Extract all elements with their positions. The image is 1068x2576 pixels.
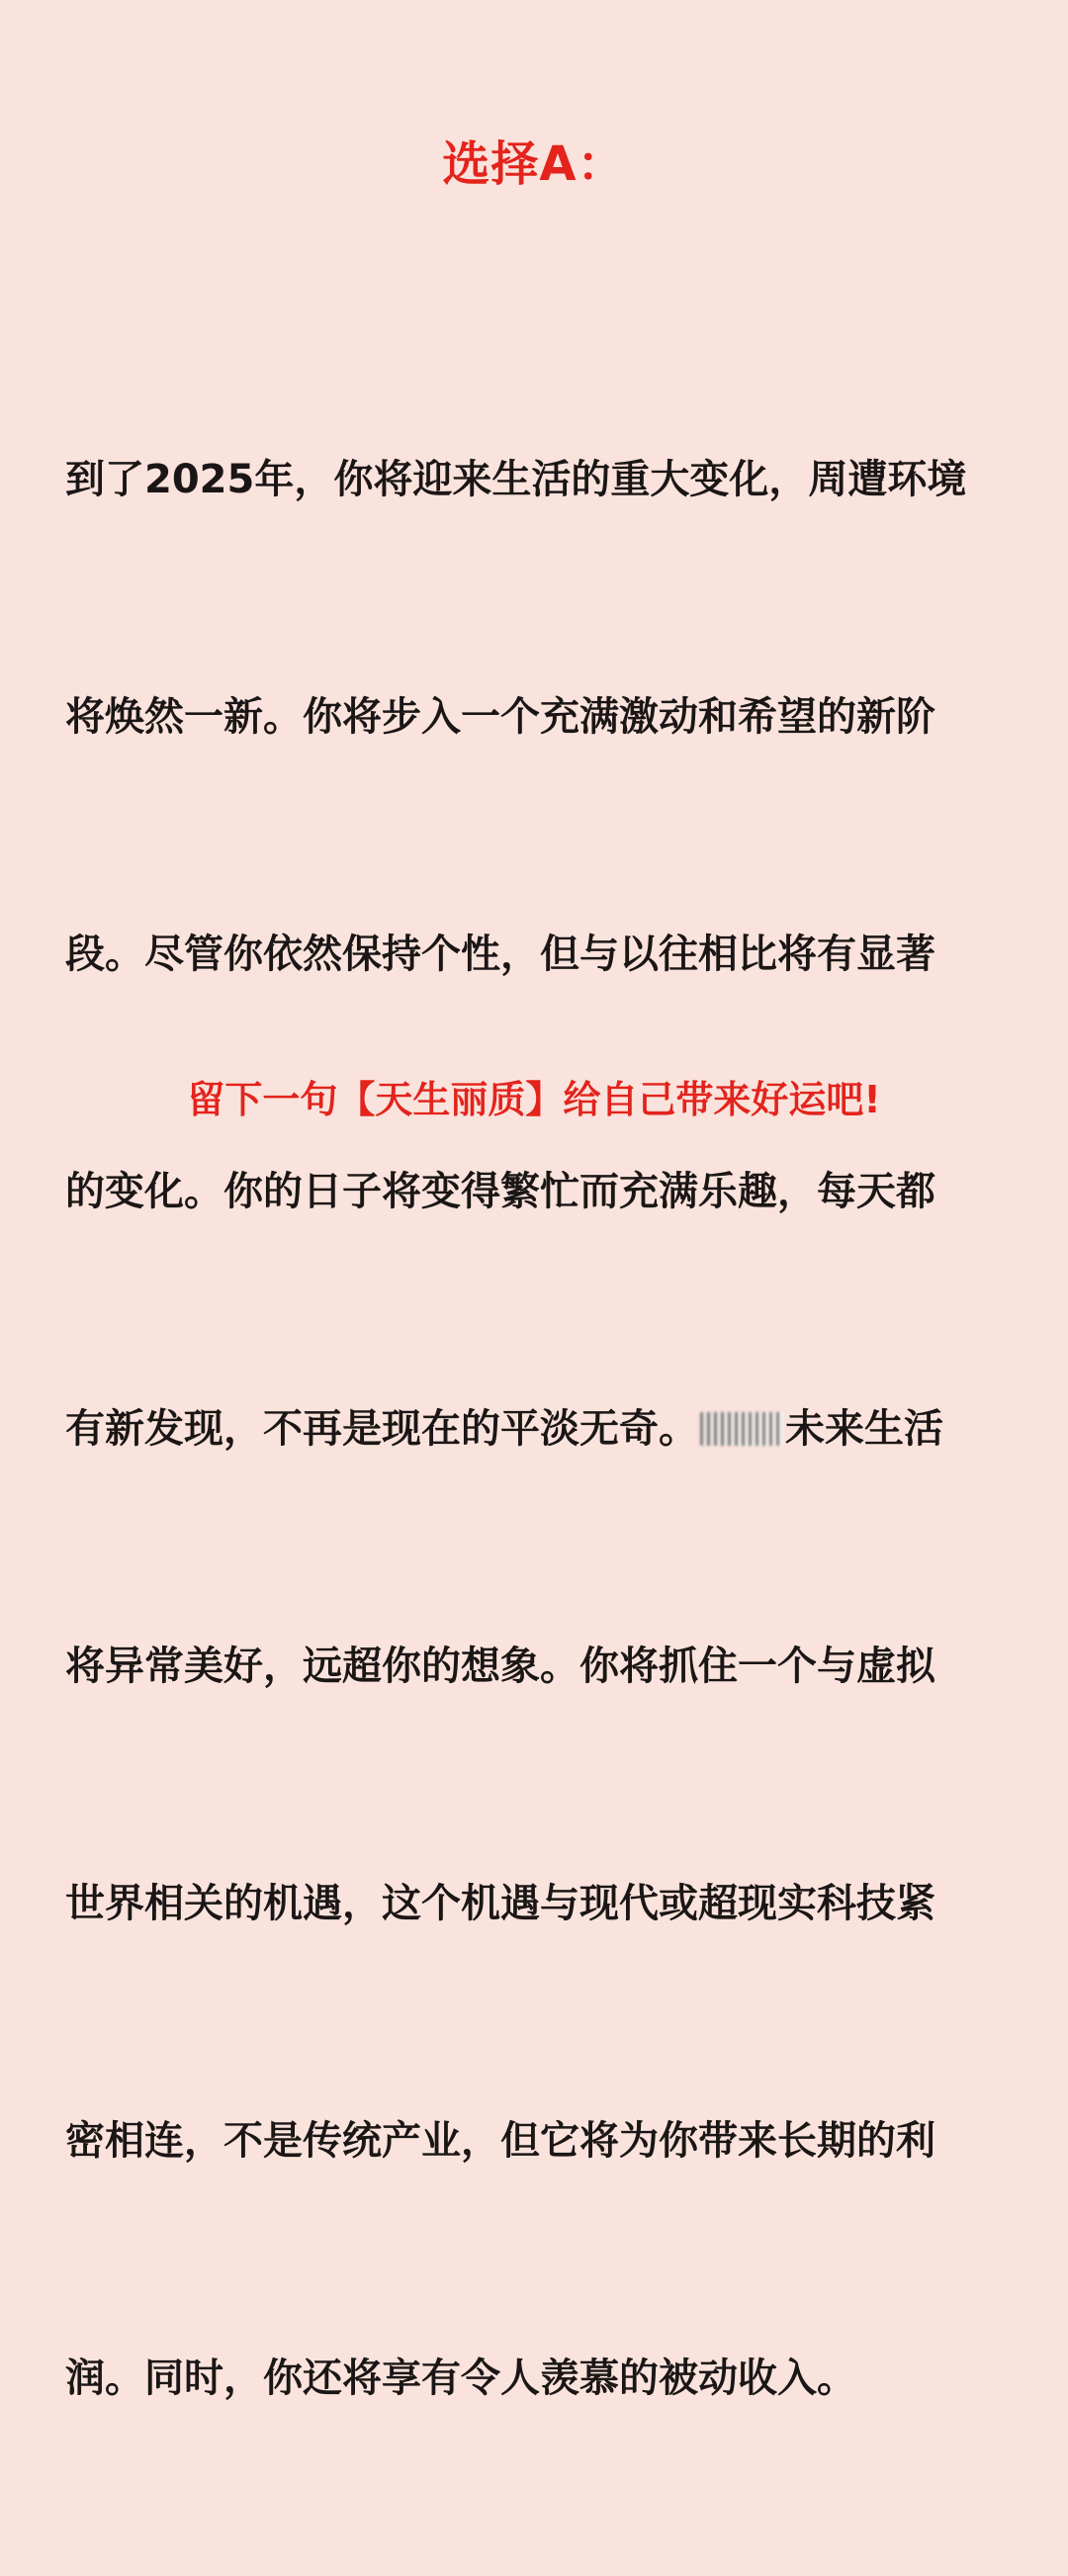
body-line: 将异常美好，远超你的想象。你将抓住一个与虚拟 [65,1643,935,1689]
body-line [65,1389,1015,1468]
call-to-action: 留下一句【天生丽质】给自己带来好运吧! [187,1078,881,1121]
body-line-segment: 未来生活 [785,1406,943,1452]
body-line: 世界相关的机遇，这个机遇与现代或超现实科技紧 [65,1881,935,1926]
body-line: 密相连，不是传统产业，但它将为你带来长期的利 [65,2118,935,2164]
body-paragraph [65,282,1015,2576]
body-line: 润。同时，你还将享有令人羡慕的被动收入。 [65,2355,856,2401]
page-title: 选择A： [442,136,626,192]
body-line: 将焕然一新。你将步入一个充满激动和希望的新阶 [65,694,935,740]
body-line-segment: 有新发现，不再是现在的平淡无奇。 [65,1406,698,1452]
body-line: 到了2025年，你将迎来生活的重大变化，周遭环境 [65,457,967,502]
redacted-text-blur [700,1412,783,1446]
body-line: 的变化。你的日子将变得繁忙而充满乐趣，每天都 [65,1169,935,1214]
body-line: 段。尽管你依然保持个性，但与以往相比将有显著 [65,932,935,977]
